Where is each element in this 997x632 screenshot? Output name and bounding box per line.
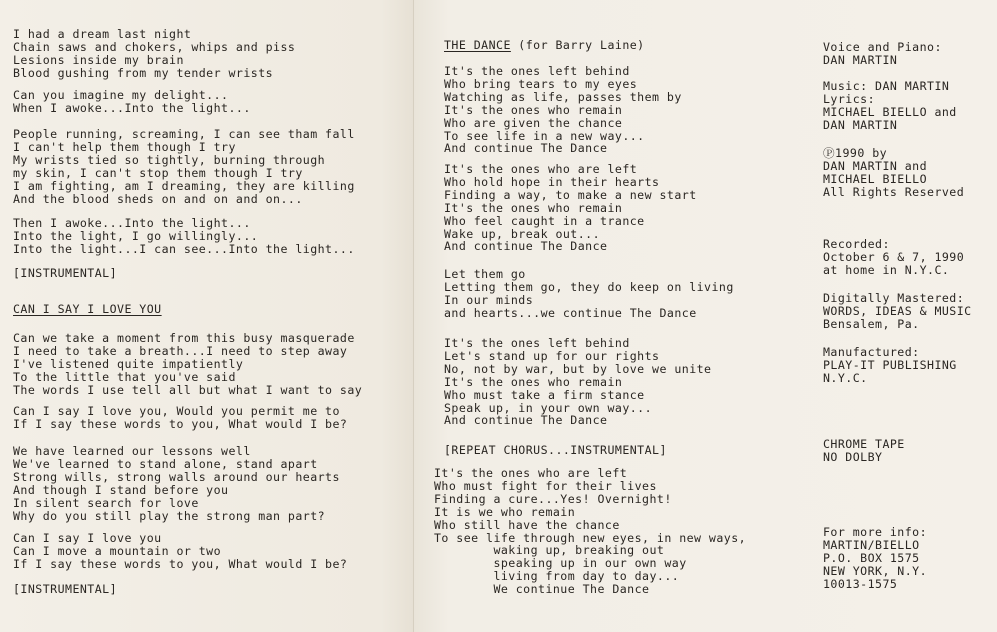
instrumental-marker: [INSTRUMENTAL] <box>13 266 118 280</box>
song1-verse-2: Can you imagine my delight... When I awoke...Into the light... <box>13 88 251 115</box>
credit-recorded: Recorded: October 6 & 7, 1990 at home in N.Y.C. <box>823 237 965 277</box>
credit-copyright: Ⓟ1990 by DAN MARTIN and MICHAEL BIELLO All Rights Reserved <box>823 146 965 199</box>
credit-voice-piano: Voice and Piano: DAN MARTIN <box>823 40 942 67</box>
song2-verse-4: Can I say I love you Can I move a mountain or two If I say these words to you, What would I be? <box>13 531 348 571</box>
song1-verse-4: Then I awoke...Into the light... Into the light, I go willingly... Into the light...I can see...Into the light... <box>13 216 355 256</box>
right-panel <box>414 0 997 632</box>
credit-mastered: Digitally Mastered: WORDS, IDEAS & MUSIC Bensalem, Pa. <box>823 291 972 331</box>
credit-contact-info: For more info: MARTIN/BIELLO P.O. BOX 1575 NEW YORK, N.Y. 10013-1575 <box>823 525 928 591</box>
song3-heading <box>444 39 645 52</box>
song1-verse-1: I had a dream last night Chain saws and chokers, whips and piss Lesions inside my brain Blood gushing from my tender wrists <box>13 27 296 80</box>
song2-verse-2: Can I say I love you, Would you permit me to If I say these words to you, What would I be? <box>13 404 348 431</box>
song2-verse-3: We have learned our lessons well We've learned to stand alone, stand apart Strong wills, strong walls around our hearts And though I stand before you In silent search for love Why do you still play the strong man part? <box>13 444 340 523</box>
credit-tape: CHROME TAPE NO DOLBY <box>823 437 905 464</box>
song3-verse-2: It's the ones who are left Who hold hope in their hearts Finding a way, to make a new start It's the ones who remain Who feel caught in a trance Wake up, break out... And continue The Dance <box>444 162 697 254</box>
song2-title: CAN I SAY I LOVE YOU <box>13 302 162 316</box>
song3-verse-3: Let them go Letting them go, they do keep on living In our minds and hearts...we continue The Dance <box>444 267 734 320</box>
song1-verse-3: People running, screaming, I can see tham fall I can't help them though I try My wrists tied so tightly, burning through my skin, I can't stop them though I try I am fighting, am I dreaming, they are killing And the blood sheds on and on and on... <box>13 127 355 206</box>
repeat-chorus-marker: [REPEAT CHORUS...INSTRUMENTAL] <box>444 443 667 457</box>
song3-verse-5: It's the ones who are left Who must fight for their lives Finding a cure...Yes! Overnight! It is we who remain Who still have the chance To see life through new eyes, in new ways, waking up, breaking out speaking up in our own way living from day to day... We continue The Dance <box>434 466 747 597</box>
song3-title: THE DANCE <box>444 38 511 52</box>
song2-verse-1: Can we take a moment from this busy masquerade I need to take a breath...I need to step away I've listened quite impatiently To the little that you've said The words I use tell all but what I want to say <box>13 331 363 397</box>
credit-manufactured: Manufactured: PLAY-IT PUBLISHING N.Y.C. <box>823 345 957 385</box>
song3-verse-4: It's the ones left behind Let's stand up for our rights No, not by war, but by love we unite It's the ones who remain Who must take a firm stance Speak up, in your own way... And continue The Dance <box>444 336 712 428</box>
instrumental-marker-2: [INSTRUMENTAL] <box>13 582 118 596</box>
left-panel <box>0 0 414 632</box>
song3-verse-1: It's the ones left behind Who bring tears to my eyes Watching as life, passes them by It's the ones who remain Who are given the chance To see life in a new way... And continue The Dance <box>444 64 682 156</box>
song3-dedication: (for Barry Laine) <box>510 38 645 52</box>
credit-music-lyrics: Music: DAN MARTIN Lyrics: MICHAEL BIELLO and DAN MARTIN <box>823 79 957 132</box>
